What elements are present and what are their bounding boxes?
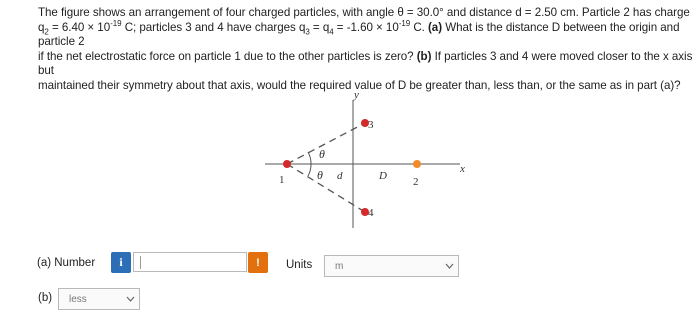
big-d-label: D [379,170,387,182]
particle-3-label: 3 [368,119,374,131]
particle-4-label: 4 [368,207,374,219]
theta-label-lower: θ [317,168,323,182]
units-selected-value: m [335,261,344,272]
units-label: Units [286,259,313,271]
x-axis-label: x [460,163,465,175]
question-line-3: if the net electrostatic force on particle 1 due to the other particles is zero? (b) If particles 3 and 4 were moved closer to the x axis but [38,49,693,78]
question-line-1: The figure shows an arrangement of four charged particles, with angle θ = 30.0° and distance d = 2.50 cm. Particle 2 has charge [38,6,690,19]
particle-1-label: 1 [279,174,285,186]
part-b-select[interactable] [58,288,140,310]
question-line-4: maintained their symmetry about that axis, would the required value of D be greater than, less than, or the same as in part (a)? [38,78,681,92]
part-a-label: (a) Number [37,257,96,269]
question-line-2: $q_2 = 6.40 \times 10^{-19}$ C; particles 3 and 4 have charges $q_3 = q_4 = -1.60 \times 10^{-19}$ C. (a) What is the distance D between the origin and particle 2 [38,18,680,49]
particle-1 [283,160,291,168]
warning-icon[interactable]: ! [248,252,268,273]
theta-label-upper: θ [319,147,325,161]
question-text [38,6,693,94]
info-icon[interactable]: i [111,252,131,273]
part-b-label: (b) [38,292,53,304]
particle-2-label: 2 [413,176,419,188]
particle-2 [413,160,421,168]
angle-arc-lower [308,164,311,176]
part-b-selected-value: less [69,294,87,305]
d-label: d [337,170,343,182]
text-caret [140,256,141,269]
charge-arrangement-figure [255,88,485,228]
number-input[interactable] [133,252,247,272]
chevron-down-icon [445,261,454,271]
units-select[interactable] [324,255,459,277]
chevron-down-icon [126,294,135,304]
y-axis-label: y [354,89,359,101]
angle-arc-upper [308,152,311,164]
